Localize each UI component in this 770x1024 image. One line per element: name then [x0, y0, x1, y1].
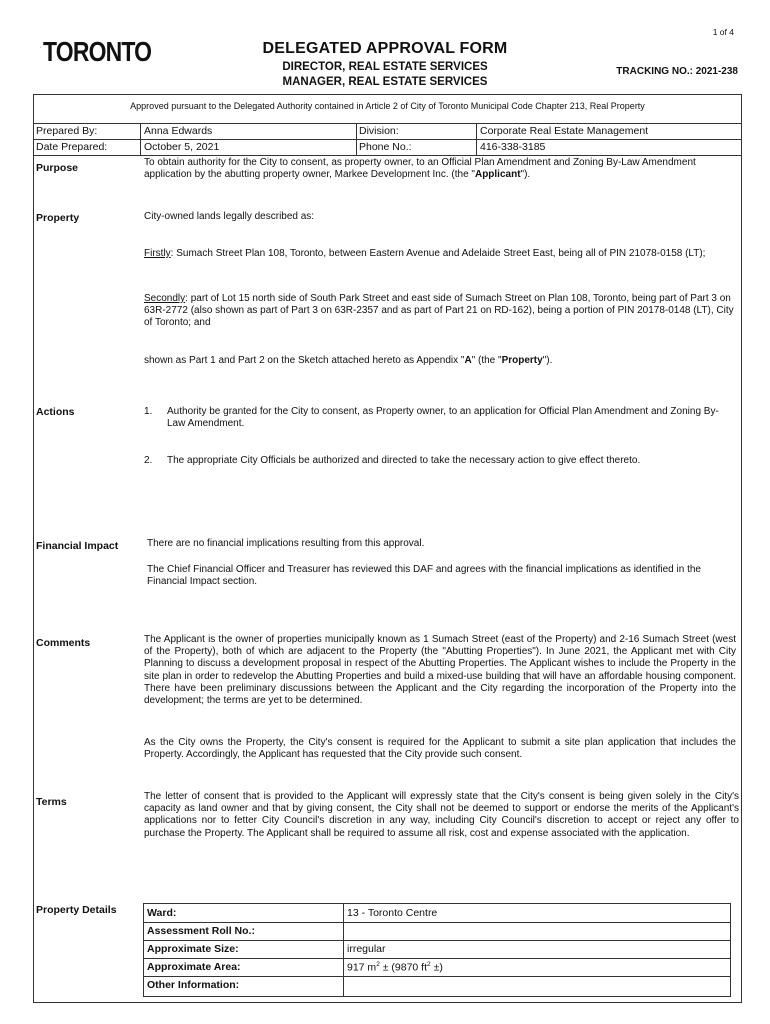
purpose-label: Purpose: [36, 162, 79, 174]
row-value: irregular: [347, 943, 386, 955]
comments-paragraph: The Applicant is the owner of properties municipally known as 1 Sumach Street (east of the Property) and 2-16 Sumach Street (west of the Property), both of which are adjacent to the Property (the "Abutting Properties"). In June 2021, the Applicant met with City Planning to discuss a development proposal in respect of the Abutting Properties. The Applicant wishes to include the Property in the site plan in order to redevelop the Abutting Properties and build a mixed-use building that will have an affordable housing component. There have been preliminary discussions between the Applicant and the City regarding the incorporation of the Property into the development; the terms are yet to be determined.: [144, 634, 736, 707]
action-number: 1.: [144, 406, 153, 417]
city-hall-icon: [40, 28, 41, 66]
toronto-logo: [40, 24, 175, 66]
property-label: Property: [36, 212, 80, 224]
phone-value: 416-338-3185: [480, 141, 546, 153]
row-value: 13 - Toronto Centre: [347, 907, 438, 919]
row-key: Approximate Area:: [147, 961, 241, 973]
table-row: [144, 976, 730, 994]
prepared-by-label: Prepared By:: [36, 125, 98, 137]
comments-label: Comments: [36, 637, 91, 649]
row-key: Ward:: [147, 907, 177, 919]
property-intro: City-owned lands legally described as:: [144, 211, 315, 222]
terms-label: Terms: [36, 796, 67, 808]
purpose-text: To obtain authority for the City to consent, as property owner, to an Official Plan Amendment and Zoning By-Law Amendment application by the abutting property owner, Markee Development Inc. (the "Applicant").: [144, 157, 696, 181]
table-row: [144, 940, 730, 958]
table-row: [144, 904, 730, 922]
action-number: 2.: [144, 455, 153, 466]
table-row: [144, 922, 730, 940]
form-subtitle-manager: MANAGER, REAL ESTATE SERVICES: [282, 76, 488, 88]
terms-text: The letter of consent that is provided to the Applicant will expressly state that the City's consent is being given solely in the City's capacity as land owner and that by giving consent, the City shall not be deemed to support or endorse the merits of the Applicant's applications nor to fetter City Council's discretion in any way, including City Council's discretion to accept or reject any offer to purchase the Property. The Applicant shall be required to assume all risk, cost and expense associated with the application.: [144, 791, 739, 839]
divider: [33, 155, 742, 156]
tracking-number: TRACKING NO.: 2021-238: [616, 66, 738, 77]
division-value: Corporate Real Estate Management: [480, 125, 649, 137]
date-prepared-value: October 5, 2021: [144, 141, 220, 153]
property-secondly: Secondly: part of Lot 15 north side of South Park Street and east side of Sumach Street on Plan 108, Toronto, being part of Part 3 on 63R-2772 (also shown as part of Part 3 on 63R-2357 and as part of Part 21 on RD-162), being a portion of PIN 20178-0148 (LT), City of Toronto; and: [144, 293, 734, 329]
approved-statement: Approved pursuant to the Delegated Authority contained in Article 2 of City of Toronto Municipal Code Chapter 213, Real Property: [130, 101, 645, 111]
row-key: Approximate Size:: [147, 943, 239, 955]
form-title: DELEGATED APPROVAL FORM: [262, 40, 508, 57]
date-prepared-label: Date Prepared:: [36, 141, 108, 153]
actions-label: Actions: [36, 406, 75, 418]
row-key: Assessment Roll No.:: [147, 925, 255, 937]
page-number: 1 of 4: [712, 27, 734, 37]
financial-impact-text: There are no financial implications resulting from this approval.: [147, 538, 425, 549]
financial-impact-review: The Chief Financial Officer and Treasurer has reviewed this DAF and agrees with the financial implications as identified in the Financial Impact section.: [147, 564, 701, 588]
form-subtitle-director: DIRECTOR, REAL ESTATE SERVICES: [282, 61, 488, 73]
property-shown-as: shown as Part 1 and Part 2 on the Sketch attached hereto as Appendix "A" (the "Property").: [144, 355, 553, 366]
phone-label: Phone No.:: [359, 141, 412, 153]
table-row: [144, 958, 730, 976]
divider: [140, 123, 141, 155]
property-details-table: [143, 903, 731, 997]
division-label: Division:: [359, 125, 399, 137]
divider: [476, 123, 477, 155]
action-item: Authority be granted for the City to consent, as Property owner, to an application for Official Plan Amendment and Zoning By-Law Amendment.: [167, 406, 719, 430]
property-details-label: Property Details: [36, 904, 117, 916]
divider: [356, 123, 357, 155]
comments-paragraph: As the City owns the Property, the City's consent is required for the Applicant to submit a site plan application that includes the Property. Accordingly, the Applicant has requested that the City provide such consent.: [144, 737, 736, 761]
prepared-by-value: Anna Edwards: [144, 125, 213, 137]
financial-impact-label: Financial Impact: [36, 540, 119, 552]
logo-wordmark: TORONTO: [43, 36, 152, 67]
action-item: The appropriate City Officials be authorized and directed to take the necessary action to give effect thereto.: [167, 455, 641, 466]
row-key: Other Information:: [147, 979, 240, 991]
row-value: 917 $m^2 \pm (9870$ $ft^2$ ±): [347, 961, 443, 974]
property-firstly: Firstly: Sumach Street Plan 108, Toronto, between Eastern Avenue and Adelaide Street East, being all of PIN 21078-0158 (LT);: [144, 248, 706, 259]
